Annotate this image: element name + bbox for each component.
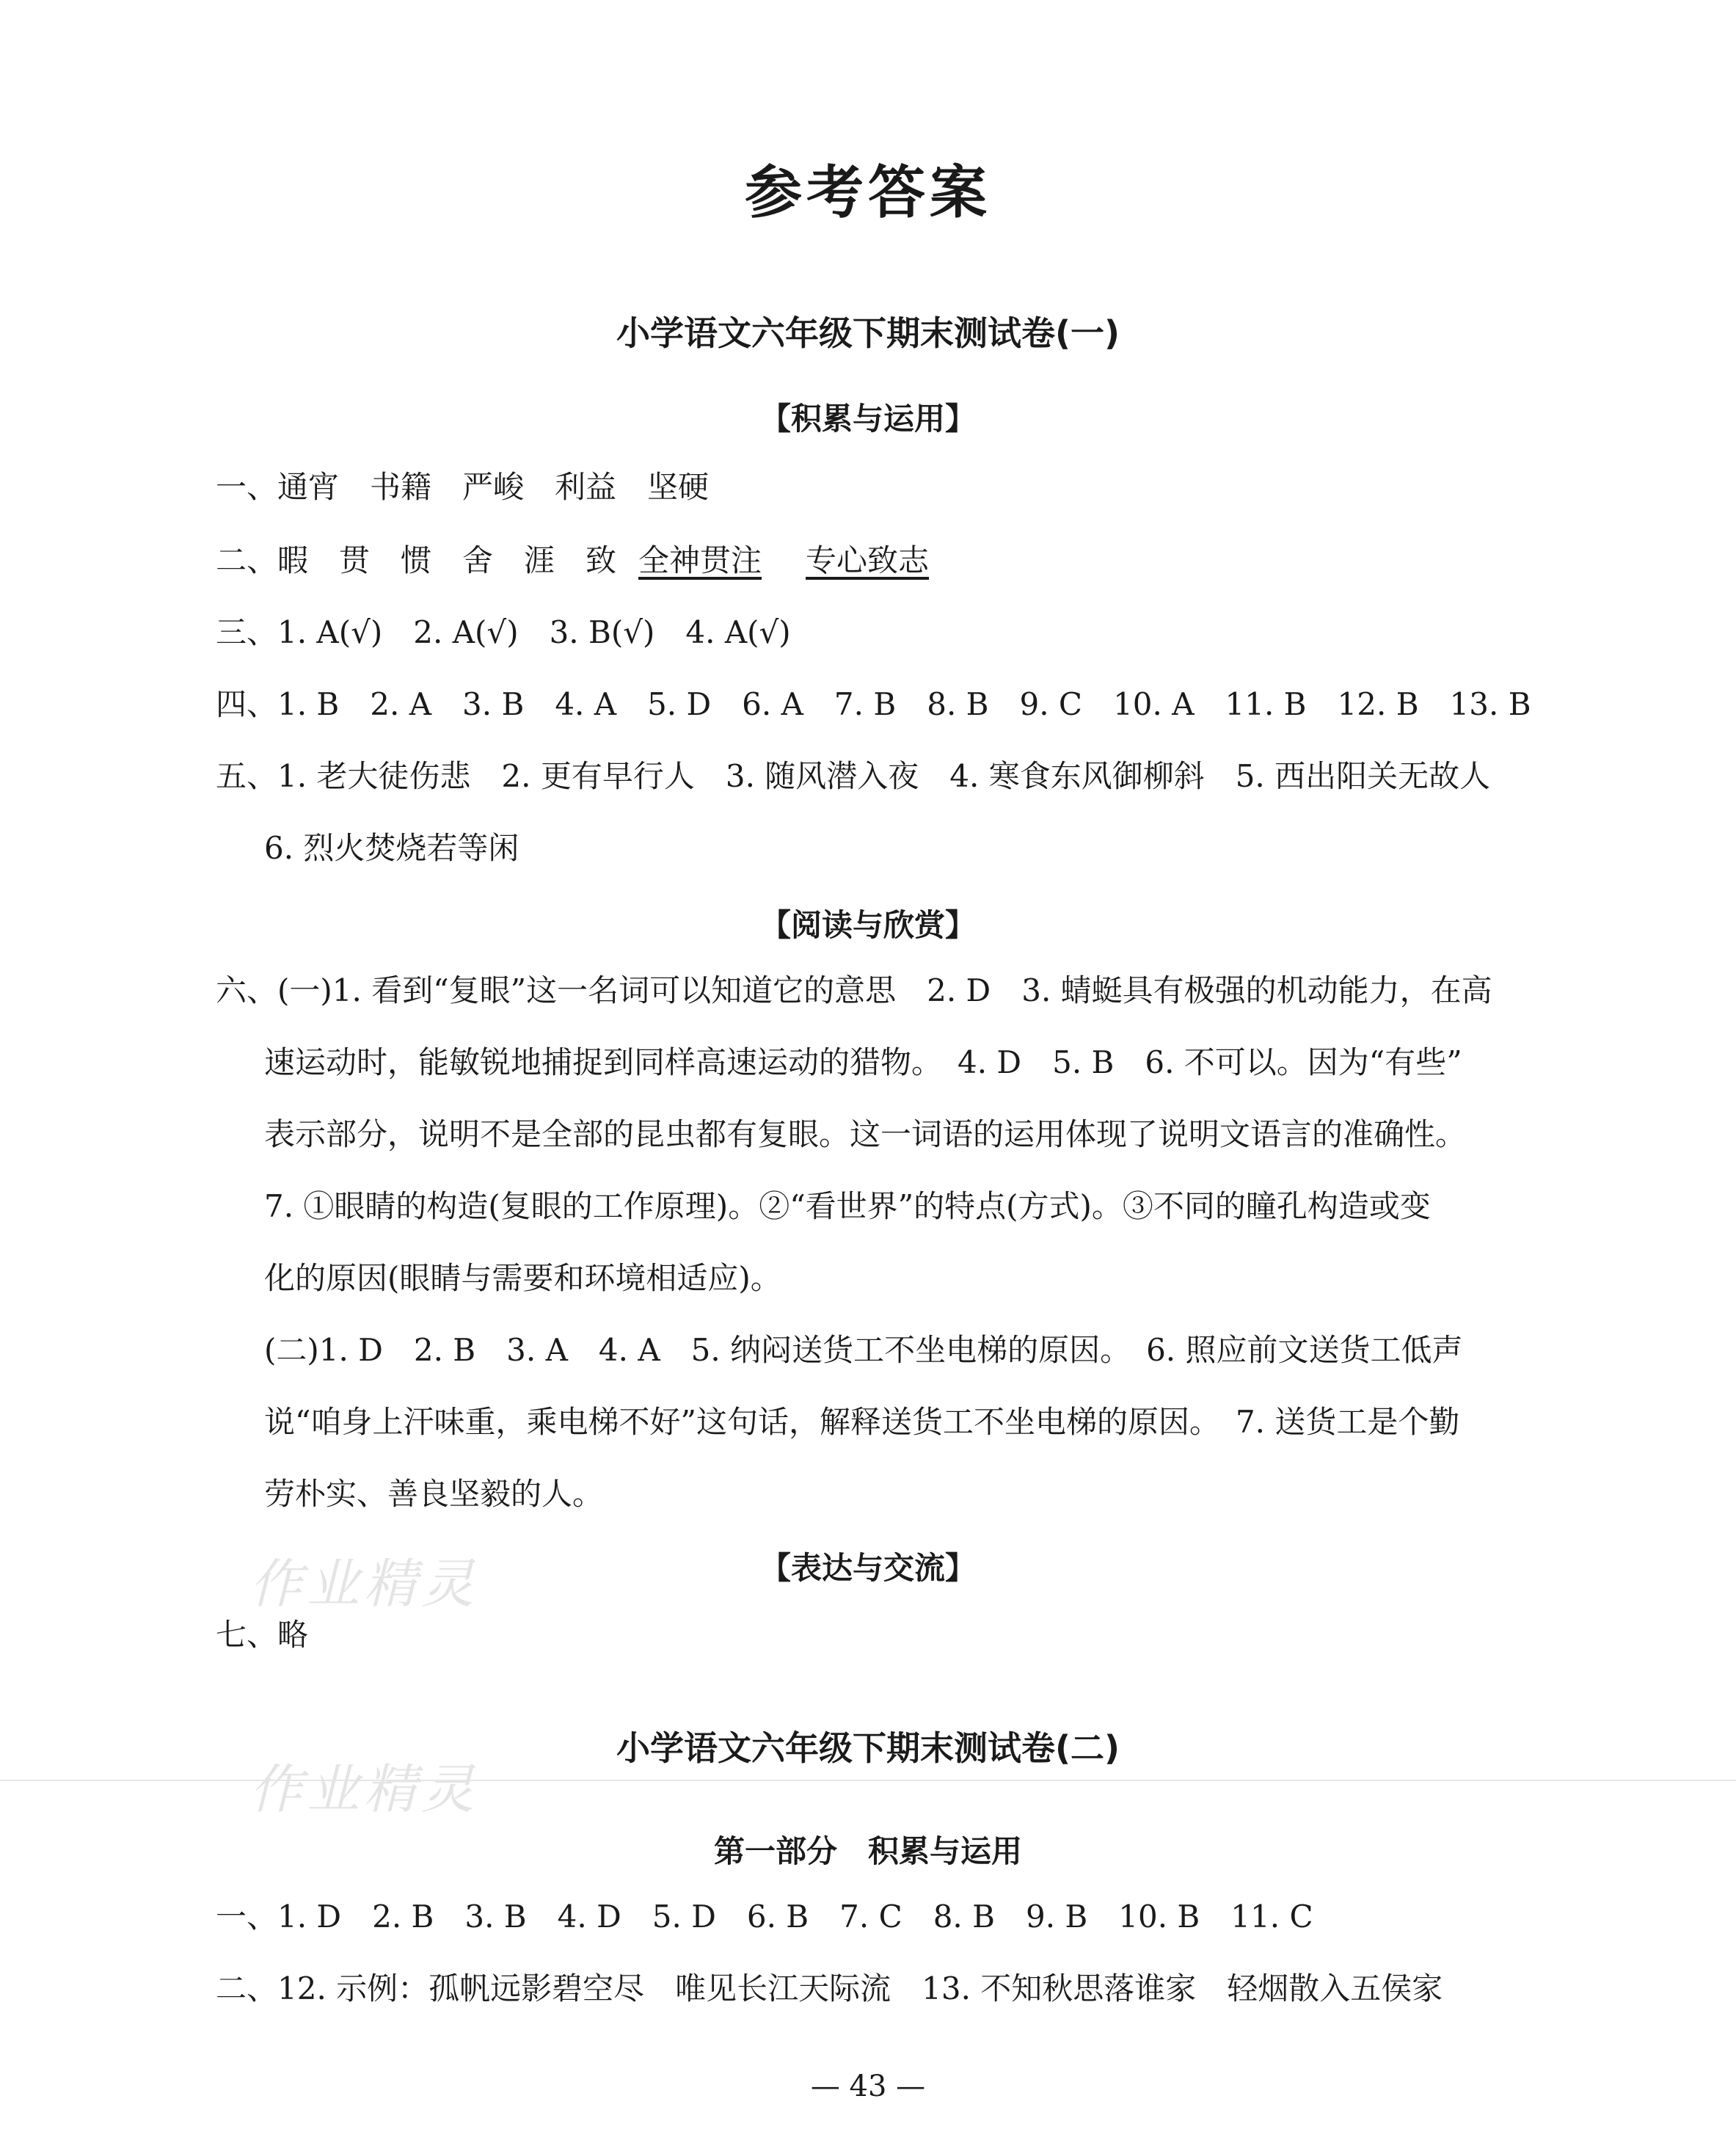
- test-2-title: 小学语文六年级下期末测试卷(二): [616, 1728, 1120, 1768]
- answer-q5-line-2: 6. 烈火焚烧若等闲: [264, 830, 519, 866]
- answer-q2-chars: 二、暇 贯 惯 舍 涯 致: [216, 542, 617, 578]
- answer-q6-line-8: 劳朴实、善良坚毅的人。: [264, 1476, 604, 1512]
- section-accumulation-heading: 【积累与运用】: [759, 401, 976, 437]
- answer-q7: 七、略: [216, 1617, 309, 1653]
- answer-q6-line-1: 六、(一)1. 看到“复眼”这一名词可以知道它的意思 2. D 3. 蜻蜓具有极强的机动能力，在高: [216, 972, 1492, 1008]
- answer-q2-idiom-2: 专心致志: [806, 542, 930, 578]
- answer-q6-line-3: 表示部分，说明不是全部的昆虫都有复眼。这一词语的运用体现了说明文语言的准确性。: [264, 1116, 1467, 1152]
- test-2-part-1-heading: 第一部分 积累与运用: [713, 1833, 1022, 1869]
- answer-q5-line-1: 五、1. 老大徒伤悲 2. 更有早行人 3. 随风潜入夜 4. 寒食东风御柳斜 5. 西出阳关无故人: [216, 758, 1491, 794]
- test-1-title: 小学语文六年级下期末测试卷(一): [616, 313, 1120, 353]
- watermark-logo: 作业精灵: [249, 1758, 479, 1820]
- answer-q6-line-4: 7. ①眼睛的构造(复眼的工作原理)。②“看世界”的特点(方式)。③不同的瞳孔构造或变: [264, 1188, 1431, 1224]
- answer-q3: 三、1. A(√) 2. A(√) 3. B(√) 4. A(√): [216, 614, 791, 650]
- answer-q6-line-7: 说“咱身上汗味重，乘电梯不好”这句话，解释送货工不坐电梯的原因。 7. 送货工是个勤: [264, 1404, 1460, 1440]
- answer-q1: 一、通宵 书籍 严峻 利益 坚硬: [216, 469, 710, 505]
- answer-q6-line-5: 化的原因(眼睛与需要和环境相适应)。: [264, 1260, 781, 1296]
- section-reading-heading: 【阅读与欣赏】: [759, 907, 976, 943]
- test-2-answer-q2: 二、12. 示例：孤帆远影碧空尽 唯见长江天际流 13. 不知秋思落谁家 轻烟散入五侯家: [216, 1970, 1443, 2006]
- test-2-answer-q1: 一、1. D 2. B 3. B 4. D 5. D 6. B 7. C 8. B 9. B 10. B 11. C: [216, 1899, 1313, 1935]
- answer-q2-idiom-1: 全神贯注: [638, 542, 762, 578]
- answer-q6-line-2: 速运动时，能敏锐地捕捉到同样高速运动的猎物。 4. D 5. B 6. 不可以。因为“有些”: [264, 1044, 1462, 1080]
- section-expression-heading: 【表达与交流】: [759, 1550, 976, 1586]
- answer-q6-line-6: (二)1. D 2. B 3. A 4. A 5. 纳闷送货工不坐电梯的原因。 6. 照应前文送货工低声: [264, 1332, 1463, 1368]
- watermark-logo: 作业精灵: [249, 1553, 479, 1615]
- page-number: — 43 —: [810, 2070, 926, 2103]
- answer-q4: 四、1. B 2. A 3. B 4. A 5. D 6. A 7. B 8. B 9. C 10. A 11. B 12. B 13. B: [216, 686, 1531, 722]
- answer-q2: [216, 540, 1654, 581]
- page-title: 参考答案: [744, 160, 991, 226]
